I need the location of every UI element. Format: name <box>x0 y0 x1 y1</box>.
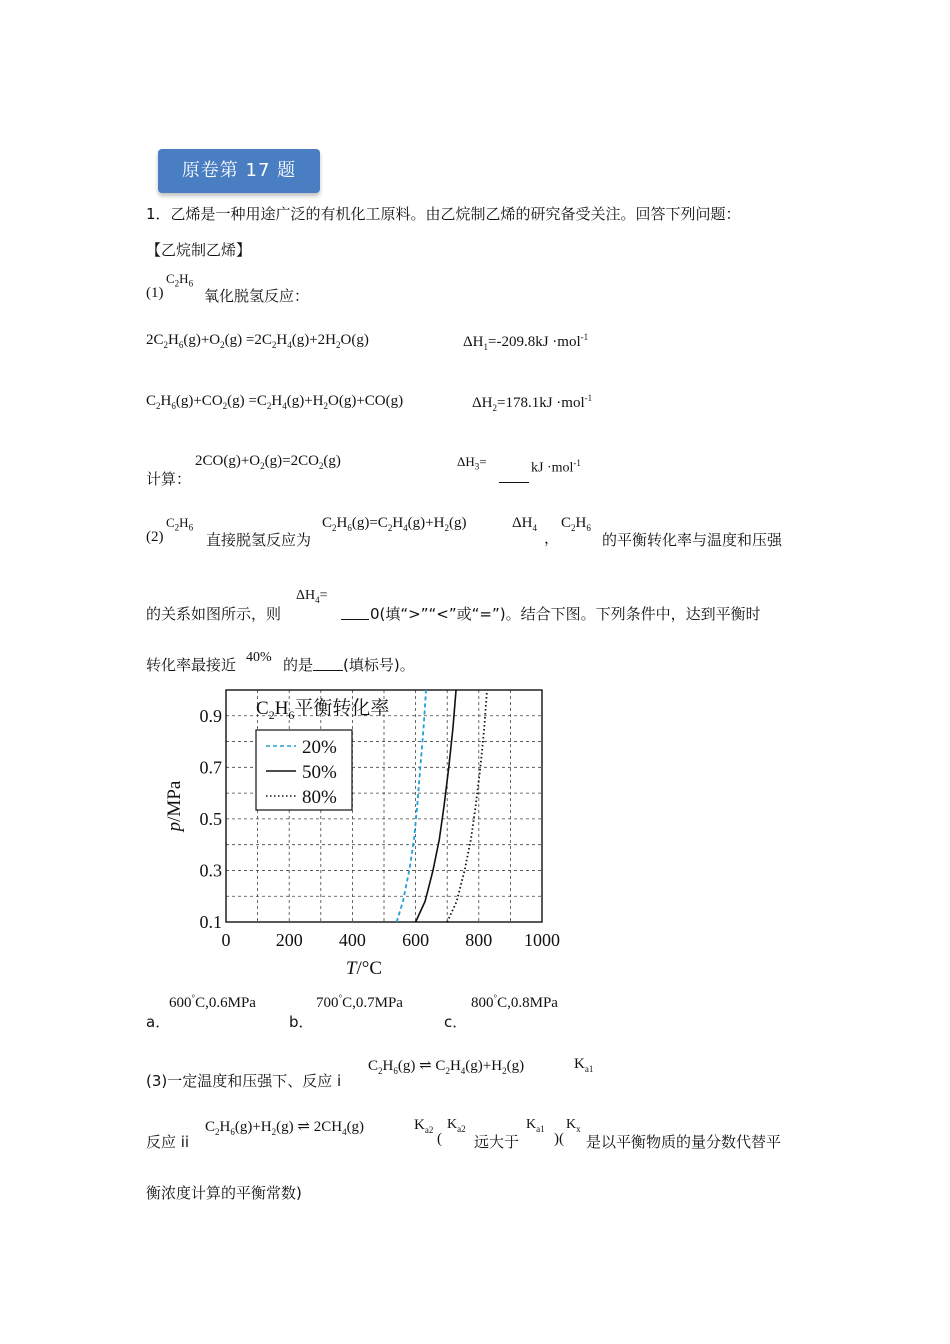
equation-1: $2C_2H_6(g)+O_2(g) =2C_2H_4(g)+2H_2O(g)$ <box>146 332 369 350</box>
x-tick-label: 400 <box>338 930 366 950</box>
far-greater: 远大于 <box>474 1133 520 1151</box>
part2-text2: 的平衡转化率与温度和压强 <box>602 531 783 549</box>
part1-species: $C_2H_6$ <box>166 271 194 289</box>
x-tick-label: 800 <box>465 930 493 950</box>
part1-text: 氧化脱氢反应： <box>204 287 310 305</box>
series-line-50pct <box>416 690 456 922</box>
y-tick-label: 0.9 <box>199 705 222 726</box>
chart-title: $C_2H_6$平衡转化率 <box>256 698 390 722</box>
enthalpy-4b: $\Delta H_4=$ <box>296 588 328 605</box>
answer-blank-1[interactable] <box>499 482 529 483</box>
calc-label: 计算： <box>146 470 192 488</box>
comma: ， <box>544 529 560 547</box>
option-a: 600°C,0.6MPa <box>169 993 256 1011</box>
ka1b: $K_{a1}$ <box>526 1117 545 1134</box>
question-badge: 原卷第 17 题 <box>158 149 320 193</box>
ka2: $K_{a2}$ <box>414 1117 434 1135</box>
y-tick-label: 0.5 <box>199 808 222 829</box>
percent-value: 40% <box>246 650 272 665</box>
part2-species: $C_2H_6$ <box>166 515 194 533</box>
paren-open: ( <box>437 1131 442 1147</box>
x-axis-label: T/°C <box>345 958 383 979</box>
series-line-20pct <box>397 690 426 922</box>
legend-label: 20% <box>302 737 337 758</box>
equation-4: $C_2H_6(g)=C_2H_4(g)+H_2(g)$ <box>322 515 467 533</box>
ka1: $K_{a1}$ <box>574 1056 594 1074</box>
option-a-label: a． <box>146 1013 171 1031</box>
equation-5: $C_2H_6(g)$ ⇌ $C_2H_4(g)+H_2(g)$ <box>368 1058 525 1076</box>
part2-line3c: (填标号)。 <box>343 656 415 674</box>
enthalpy-3-unit: kJ ·mol$^{-1}$ <box>531 458 581 476</box>
part3b-label: 反应 ii <box>146 1133 190 1151</box>
y-tick-label: 0.7 <box>199 757 222 778</box>
part2-line3a: 转化率最接近 <box>146 656 237 674</box>
section-heading: 【乙烷制乙烯】 <box>146 241 252 259</box>
part2-label: (2) <box>146 529 164 545</box>
conversion-chart <box>160 680 580 980</box>
kx: $K_x$ <box>566 1117 581 1134</box>
option-b: 700°C,0.7MPa <box>316 993 403 1011</box>
last-line: 衡浓度计算的平衡常数) <box>146 1184 302 1202</box>
enthalpy-3: $\Delta H_3=$ <box>457 454 487 472</box>
answer-blank-3[interactable] <box>313 670 343 671</box>
x-tick-label: 600 <box>402 930 430 950</box>
part2-line2a: 的关系如图所示，则 <box>146 605 282 623</box>
enthalpy-4: $\Delta H_4$ <box>512 515 537 533</box>
equation-2: $C_2H_6(g)+CO_2(g) =C_2H_4(g)+H_2O(g)+CO(g)$ <box>146 393 404 411</box>
part2-species-2: $C_2H_6$ <box>561 515 591 533</box>
enthalpy-1: $\Delta H_1=-209.8kJ \cdot mol^{-1}$ <box>463 332 589 352</box>
option-b-label: b． <box>289 1013 314 1031</box>
option-c: 800°C,0.8MPa <box>471 993 558 1011</box>
x-tick-label: 200 <box>275 930 303 950</box>
y-tick-label: 0.3 <box>199 860 222 881</box>
equation-3: $2CO(g)+O_2(g)=2CO_2(g)$ <box>195 453 341 471</box>
x-tick-label: 1000 <box>524 930 560 950</box>
y-tick-label: 0.1 <box>199 912 222 932</box>
answer-blank-2[interactable] <box>341 619 369 620</box>
part3-text: (3)一定温度和压强下、反应 i <box>146 1072 342 1090</box>
ka2b: $K_{a2}$ <box>447 1117 466 1134</box>
part2-line2b: 0(填“>”“<”或“=”)。结合下图。下列条件中，达到平衡时 <box>370 605 761 623</box>
part1-label: (1) <box>146 285 164 301</box>
equation-6: $C_2H_6(g)+H_2(g)$ ⇌ $2CH_4(g)$ <box>205 1119 365 1137</box>
option-c-label: c． <box>444 1013 468 1031</box>
enthalpy-2: $\Delta H_2=178.1kJ \cdot mol^{-1}$ <box>472 393 593 413</box>
kx-text: 是以平衡物质的量分数代替平 <box>586 1133 782 1151</box>
part2-text1: 直接脱氢反应为 <box>206 531 312 549</box>
intro-text: 1．乙烯是一种用途广泛的有机化工原料。由乙烷制乙烯的研究备受关注。回答下列问题： <box>146 205 741 223</box>
y-axis-label: p/MPa <box>164 780 185 832</box>
part2-line3b: 的是 <box>283 656 314 674</box>
legend-label: 50% <box>302 762 337 783</box>
legend-label: 80% <box>302 787 337 808</box>
x-tick-label: 0 <box>221 930 231 950</box>
paren-close-open: )( <box>554 1131 564 1147</box>
